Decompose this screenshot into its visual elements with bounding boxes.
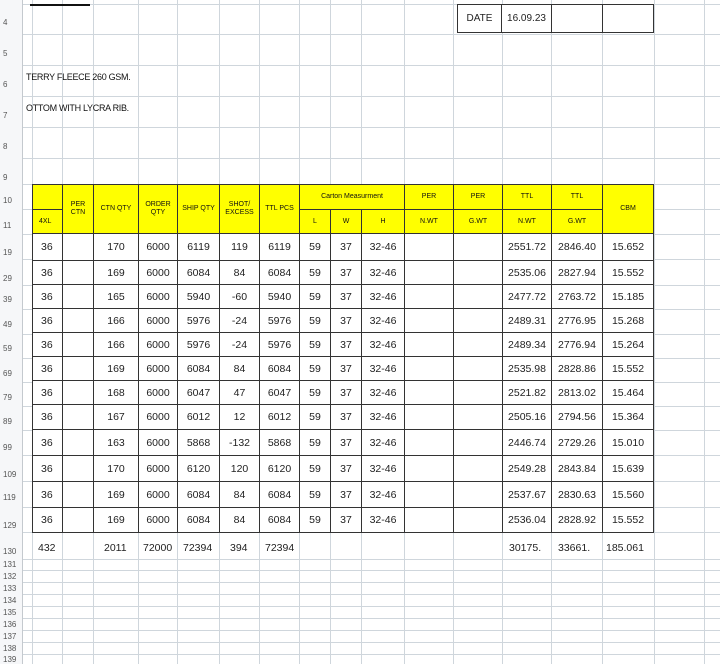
cell-size[interactable]: 36: [32, 333, 63, 357]
header-gwt: G.WT: [453, 209, 503, 234]
header-size: 4XL: [32, 209, 63, 234]
cell-l[interactable]: 59: [300, 333, 331, 357]
cell-per-nwt[interactable]: [405, 234, 454, 261]
cell-per-gwt[interactable]: [454, 482, 503, 508]
cell-per-gwt[interactable]: [454, 261, 503, 285]
clipped-title-fragment: [30, 0, 90, 6]
date-value[interactable]: 16.09.23: [501, 4, 552, 33]
row-number[interactable]: 6: [3, 80, 8, 89]
cell-cbm[interactable]: 15.552: [603, 261, 654, 285]
cell-order-qty[interactable]: 6000: [139, 482, 178, 508]
cell-shot-excess[interactable]: -132: [220, 430, 260, 456]
row-number[interactable]: 69: [3, 369, 12, 378]
cell-h[interactable]: 32-46: [362, 456, 405, 482]
cell-ttl-gwt[interactable]: 2776.94: [552, 333, 603, 357]
bottom-note: OTTOM WITH LYCRA RIB.: [26, 103, 129, 113]
total-ttl-pcs[interactable]: 72394: [265, 542, 295, 554]
cell-per-gwt[interactable]: [454, 234, 503, 261]
header-l: L: [299, 209, 331, 234]
cell-per-ctn[interactable]: [63, 261, 94, 285]
cell-size[interactable]: 36: [32, 482, 63, 508]
cell-size[interactable]: 36: [32, 381, 63, 405]
cell-cbm[interactable]: 15.560: [603, 482, 654, 508]
row-number[interactable]: 49: [3, 320, 12, 329]
row-number[interactable]: 99: [3, 443, 12, 452]
total-ctn-qty[interactable]: 2011: [104, 542, 127, 554]
cell-ctn-qty[interactable]: 169: [94, 482, 139, 508]
fabric-note: TERRY FLEECE 260 GSM.: [26, 72, 131, 82]
cell-cbm[interactable]: 15.264: [603, 333, 654, 357]
row-number[interactable]: 119: [3, 493, 16, 502]
cell-cbm[interactable]: 15.364: [603, 405, 654, 430]
cell-ttl-gwt[interactable]: 2828.86: [552, 357, 603, 381]
row-number[interactable]: 133: [3, 584, 17, 593]
cell-ship-qty[interactable]: 6012: [178, 405, 220, 430]
cell-w[interactable]: 37: [331, 285, 362, 309]
row-number[interactable]: 138: [3, 644, 17, 653]
cell-h[interactable]: 32-46: [362, 357, 405, 381]
total-ttl-gwt[interactable]: 33661.: [558, 542, 591, 554]
cell-cbm[interactable]: 15.552: [603, 357, 654, 381]
cell-ttl-pcs[interactable]: 6084: [260, 482, 300, 508]
cell-per-gwt[interactable]: [454, 285, 503, 309]
cell-w[interactable]: 37: [331, 357, 362, 381]
row-number[interactable]: 89: [3, 417, 12, 426]
header-h: H: [361, 209, 405, 234]
table-row: [32, 482, 654, 508]
cell-per-gwt[interactable]: [454, 456, 503, 482]
cell-cbm[interactable]: 15.552: [603, 508, 654, 533]
cell-order-qty[interactable]: 6000: [139, 309, 178, 333]
cell-ttl-pcs[interactable]: 5868: [260, 430, 300, 456]
cell-l[interactable]: 59: [300, 482, 331, 508]
cell-l[interactable]: 59: [300, 508, 331, 533]
table-row: [32, 309, 654, 333]
cell-order-qty[interactable]: 6000: [139, 261, 178, 285]
cell-size[interactable]: 36: [32, 357, 63, 381]
cell-w[interactable]: 37: [331, 456, 362, 482]
table-row: [32, 430, 654, 456]
cell-ttl-gwt[interactable]: 2729.26: [552, 430, 603, 456]
cell-per-nwt[interactable]: [405, 381, 454, 405]
cell-ctn-qty[interactable]: 170: [94, 456, 139, 482]
cell-shot-excess[interactable]: -24: [220, 309, 260, 333]
cell-ttl-pcs[interactable]: 5940: [260, 285, 300, 309]
cell-per-nwt[interactable]: [405, 430, 454, 456]
cell-ttl-nwt[interactable]: 2446.74: [503, 430, 552, 456]
date-empty-cell-2[interactable]: [602, 4, 654, 33]
cell-ttl-gwt[interactable]: 2794.56: [552, 405, 603, 430]
row-number[interactable]: 59: [3, 344, 12, 353]
cell-per-gwt[interactable]: [454, 381, 503, 405]
cell-ctn-qty[interactable]: 169: [94, 508, 139, 533]
table-row: [32, 285, 654, 309]
cell-per-ctn[interactable]: [63, 285, 94, 309]
row-number[interactable]: 39: [3, 295, 12, 304]
cell-order-qty[interactable]: 6000: [139, 357, 178, 381]
cell-ttl-pcs[interactable]: 6084: [260, 508, 300, 533]
table-row: [32, 405, 654, 430]
total-ttl-nwt[interactable]: 30175.: [509, 542, 542, 554]
cell-ttl-nwt[interactable]: 2537.67: [503, 482, 552, 508]
cell-size[interactable]: 36: [32, 405, 63, 430]
cell-h[interactable]: 32-46: [362, 285, 405, 309]
date-label[interactable]: DATE: [457, 4, 502, 33]
cell-ttl-gwt[interactable]: 2846.40: [552, 234, 603, 261]
cell-ship-qty[interactable]: 6084: [178, 482, 220, 508]
table-row: [32, 456, 654, 482]
cell-ttl-gwt[interactable]: 2763.72: [552, 285, 603, 309]
cell-size[interactable]: 36: [32, 456, 63, 482]
cell-ctn-qty[interactable]: 168: [94, 381, 139, 405]
cell-per-ctn[interactable]: [63, 357, 94, 381]
header-ttl-pcs: TTL PCS: [259, 184, 300, 234]
cell-order-qty[interactable]: 6000: [139, 456, 178, 482]
cell-h[interactable]: 32-46: [362, 508, 405, 533]
cell-h[interactable]: 32-46: [362, 309, 405, 333]
cell-ttl-nwt[interactable]: 2521.82: [503, 381, 552, 405]
row-number[interactable]: 10: [3, 196, 12, 205]
cell-l[interactable]: 59: [300, 234, 331, 261]
cell-order-qty[interactable]: 6000: [139, 381, 178, 405]
header-per-2: PER: [453, 184, 503, 210]
cell-per-nwt[interactable]: [405, 482, 454, 508]
row-number[interactable]: 19: [3, 248, 12, 257]
cell-w[interactable]: 37: [331, 381, 362, 405]
cell-per-nwt[interactable]: [405, 456, 454, 482]
cell-w[interactable]: 37: [331, 333, 362, 357]
cell-ship-qty[interactable]: 6047: [178, 381, 220, 405]
cell-ttl-nwt[interactable]: 2477.72: [503, 285, 552, 309]
cell-ship-qty[interactable]: 5976: [178, 333, 220, 357]
cell-per-ctn[interactable]: [63, 381, 94, 405]
cell-cbm[interactable]: 15.268: [603, 309, 654, 333]
row-number[interactable]: 131: [3, 560, 17, 569]
cell-shot-excess[interactable]: -60: [220, 285, 260, 309]
row-number[interactable]: 29: [3, 274, 12, 283]
cell-shot-excess[interactable]: 84: [220, 482, 260, 508]
cell-ttl-nwt[interactable]: 2489.34: [503, 333, 552, 357]
header-carton-measurement: Carton Measurment: [299, 184, 405, 210]
cell-shot-excess[interactable]: 84: [220, 261, 260, 285]
cell-per-ctn[interactable]: [63, 333, 94, 357]
cell-ctn-qty[interactable]: 169: [94, 357, 139, 381]
cell-per-nwt[interactable]: [405, 357, 454, 381]
cell-order-qty[interactable]: 6000: [139, 333, 178, 357]
cell-l[interactable]: 59: [300, 261, 331, 285]
cell-per-gwt[interactable]: [454, 508, 503, 533]
cell-size[interactable]: 36: [32, 234, 63, 261]
cell-shot-excess[interactable]: 12: [220, 405, 260, 430]
header-per-1: PER: [404, 184, 454, 210]
cell-l[interactable]: 59: [300, 309, 331, 333]
cell-ship-qty[interactable]: 6084: [178, 357, 220, 381]
row-number[interactable]: 132: [3, 572, 17, 581]
cell-shot-excess[interactable]: -24: [220, 333, 260, 357]
cell-w[interactable]: 37: [331, 482, 362, 508]
cell-ship-qty[interactable]: 5868: [178, 430, 220, 456]
cell-l[interactable]: 59: [300, 357, 331, 381]
cell-per-ctn[interactable]: [63, 456, 94, 482]
total-shot-excess[interactable]: 394: [230, 542, 248, 554]
cell-w[interactable]: 37: [331, 405, 362, 430]
cell-ctn-qty[interactable]: 163: [94, 430, 139, 456]
cell-ttl-gwt[interactable]: 2843.84: [552, 456, 603, 482]
row-number[interactable]: 109: [3, 470, 17, 479]
cell-per-nwt[interactable]: [405, 405, 454, 430]
cell-per-gwt[interactable]: [454, 405, 503, 430]
row-number[interactable]: 137: [3, 632, 17, 641]
cell-ctn-qty[interactable]: 165: [94, 285, 139, 309]
cell-ttl-pcs[interactable]: 5976: [260, 333, 300, 357]
cell-cbm[interactable]: 15.639: [603, 456, 654, 482]
cell-shot-excess[interactable]: 47: [220, 381, 260, 405]
cell-size[interactable]: 36: [32, 285, 63, 309]
table-row: [32, 333, 654, 357]
cell-ship-qty[interactable]: 6084: [178, 261, 220, 285]
cell-h[interactable]: 32-46: [362, 381, 405, 405]
cell-ttl-nwt[interactable]: 2549.28: [503, 456, 552, 482]
header-ttl-nwt: N.WT: [502, 209, 552, 234]
total-cbm[interactable]: 185.061: [606, 542, 644, 554]
header-cbm: CBM: [602, 184, 654, 234]
cell-ttl-gwt[interactable]: 2776.95: [552, 309, 603, 333]
total-size[interactable]: 432: [38, 542, 56, 554]
cell-ctn-qty[interactable]: 166: [94, 309, 139, 333]
row-number[interactable]: 11: [3, 221, 12, 230]
cell-h[interactable]: 32-46: [362, 430, 405, 456]
cell-size[interactable]: 36: [32, 309, 63, 333]
cell-cbm[interactable]: 15.464: [603, 381, 654, 405]
cell-size[interactable]: 36: [32, 261, 63, 285]
cell-ttl-pcs[interactable]: 5976: [260, 309, 300, 333]
table-row: [32, 381, 654, 405]
cell-h[interactable]: 32-46: [362, 333, 405, 357]
cell-ctn-qty[interactable]: 166: [94, 333, 139, 357]
cell-per-gwt[interactable]: [454, 309, 503, 333]
cell-per-ctn[interactable]: [63, 234, 94, 261]
cell-per-ctn[interactable]: [63, 482, 94, 508]
cell-cbm[interactable]: 15.010: [603, 430, 654, 456]
cell-cbm[interactable]: 15.185: [603, 285, 654, 309]
row-number[interactable]: 136: [3, 620, 17, 629]
table-row: [32, 357, 654, 381]
cell-l[interactable]: 59: [300, 430, 331, 456]
row-number[interactable]: 5: [3, 49, 8, 58]
cell-ttl-nwt[interactable]: 2536.04: [503, 508, 552, 533]
row-number[interactable]: 79: [3, 393, 12, 402]
row-number[interactable]: 9: [3, 173, 8, 182]
cell-l[interactable]: 59: [300, 456, 331, 482]
cell-per-nwt[interactable]: [405, 333, 454, 357]
cell-per-ctn[interactable]: [63, 309, 94, 333]
row-number[interactable]: 130: [3, 547, 17, 556]
cell-ttl-pcs[interactable]: 6084: [260, 357, 300, 381]
cell-h[interactable]: 32-46: [362, 482, 405, 508]
cell-w[interactable]: 37: [331, 508, 362, 533]
cell-per-nwt[interactable]: [405, 285, 454, 309]
cell-order-qty[interactable]: 6000: [139, 405, 178, 430]
cell-ttl-gwt[interactable]: 2830.63: [552, 482, 603, 508]
row-number[interactable]: 139: [3, 655, 17, 664]
cell-ttl-pcs[interactable]: 6084: [260, 261, 300, 285]
cell-h[interactable]: 32-46: [362, 261, 405, 285]
cell-per-gwt[interactable]: [454, 430, 503, 456]
cell-ttl-pcs[interactable]: 6119: [260, 234, 300, 261]
cell-w[interactable]: 37: [331, 309, 362, 333]
header-per-ctn: PER CTN: [62, 184, 94, 234]
cell-ttl-nwt[interactable]: 2505.16: [503, 405, 552, 430]
cell-ctn-qty[interactable]: 167: [94, 405, 139, 430]
cell-per-gwt[interactable]: [454, 357, 503, 381]
cell-l[interactable]: 59: [300, 285, 331, 309]
cell-ttl-pcs[interactable]: 6012: [260, 405, 300, 430]
cell-ctn-qty[interactable]: 170: [94, 234, 139, 261]
header-ttl-1: TTL: [502, 184, 552, 210]
row-header-column: [0, 0, 23, 664]
cell-ttl-gwt[interactable]: 2827.94: [552, 261, 603, 285]
cell-ttl-nwt[interactable]: 2535.98: [503, 357, 552, 381]
cell-ttl-nwt[interactable]: 2551.72: [503, 234, 552, 261]
cell-shot-excess[interactable]: 119: [220, 234, 260, 261]
row-number[interactable]: 4: [3, 18, 8, 27]
cell-ttl-nwt[interactable]: 2489.31: [503, 309, 552, 333]
header-order-qty: ORDER QTY: [138, 184, 178, 234]
header-ttl-gwt: G.WT: [551, 209, 603, 234]
cell-per-ctn[interactable]: [63, 508, 94, 533]
header-ttl-2: TTL: [551, 184, 603, 210]
cell-cbm[interactable]: 15.652: [603, 234, 654, 261]
row-number[interactable]: 129: [3, 521, 17, 530]
cell-w[interactable]: 37: [331, 261, 362, 285]
cell-order-qty[interactable]: 6000: [139, 285, 178, 309]
cell-w[interactable]: 37: [331, 430, 362, 456]
total-ship-qty[interactable]: 72394: [183, 542, 213, 554]
cell-per-ctn[interactable]: [63, 430, 94, 456]
cell-ttl-gwt[interactable]: 2813.02: [552, 381, 603, 405]
cell-ttl-nwt[interactable]: 2535.06: [503, 261, 552, 285]
row-number[interactable]: 7: [3, 111, 8, 120]
cell-shot-excess[interactable]: 120: [220, 456, 260, 482]
cell-order-qty[interactable]: 6000: [139, 430, 178, 456]
cell-ctn-qty[interactable]: 169: [94, 261, 139, 285]
cell-ship-qty[interactable]: 6120: [178, 456, 220, 482]
date-empty-cell-1[interactable]: [551, 4, 603, 33]
cell-ttl-pcs[interactable]: 6120: [260, 456, 300, 482]
cell-ttl-gwt[interactable]: 2828.92: [552, 508, 603, 533]
header-w: W: [330, 209, 362, 234]
cell-h[interactable]: 32-46: [362, 405, 405, 430]
cell-per-gwt[interactable]: [454, 333, 503, 357]
row-number[interactable]: 135: [3, 608, 17, 617]
cell-per-nwt[interactable]: [405, 508, 454, 533]
header-ctn-qty: CTN QTY: [93, 184, 139, 234]
table-row: [32, 234, 654, 261]
table-row: [32, 261, 654, 285]
row-number[interactable]: 8: [3, 142, 8, 151]
cell-ttl-pcs[interactable]: 6047: [260, 381, 300, 405]
cell-w[interactable]: 37: [331, 234, 362, 261]
cell-shot-excess[interactable]: 84: [220, 357, 260, 381]
header-shot-excess: SHOT/ EXCESS: [219, 184, 260, 234]
total-order-qty[interactable]: 72000: [143, 542, 173, 554]
cell-ship-qty[interactable]: 5976: [178, 309, 220, 333]
cell-size[interactable]: 36: [32, 430, 63, 456]
cell-order-qty[interactable]: 6000: [139, 234, 178, 261]
cell-per-nwt[interactable]: [405, 261, 454, 285]
cell-l[interactable]: 59: [300, 381, 331, 405]
table-row: [32, 508, 654, 533]
cell-ship-qty[interactable]: 5940: [178, 285, 220, 309]
header-nwt: N.WT: [404, 209, 454, 234]
cell-per-ctn[interactable]: [63, 405, 94, 430]
cell-per-nwt[interactable]: [405, 309, 454, 333]
cell-ship-qty[interactable]: 6119: [178, 234, 220, 261]
cell-shot-excess[interactable]: 84: [220, 508, 260, 533]
cell-ship-qty[interactable]: 6084: [178, 508, 220, 533]
cell-h[interactable]: 32-46: [362, 234, 405, 261]
cell-l[interactable]: 59: [300, 405, 331, 430]
row-number[interactable]: 134: [3, 596, 17, 605]
cell-size[interactable]: 36: [32, 508, 63, 533]
header-ship-qty: SHIP QTY: [177, 184, 220, 234]
cell-order-qty[interactable]: 6000: [139, 508, 178, 533]
